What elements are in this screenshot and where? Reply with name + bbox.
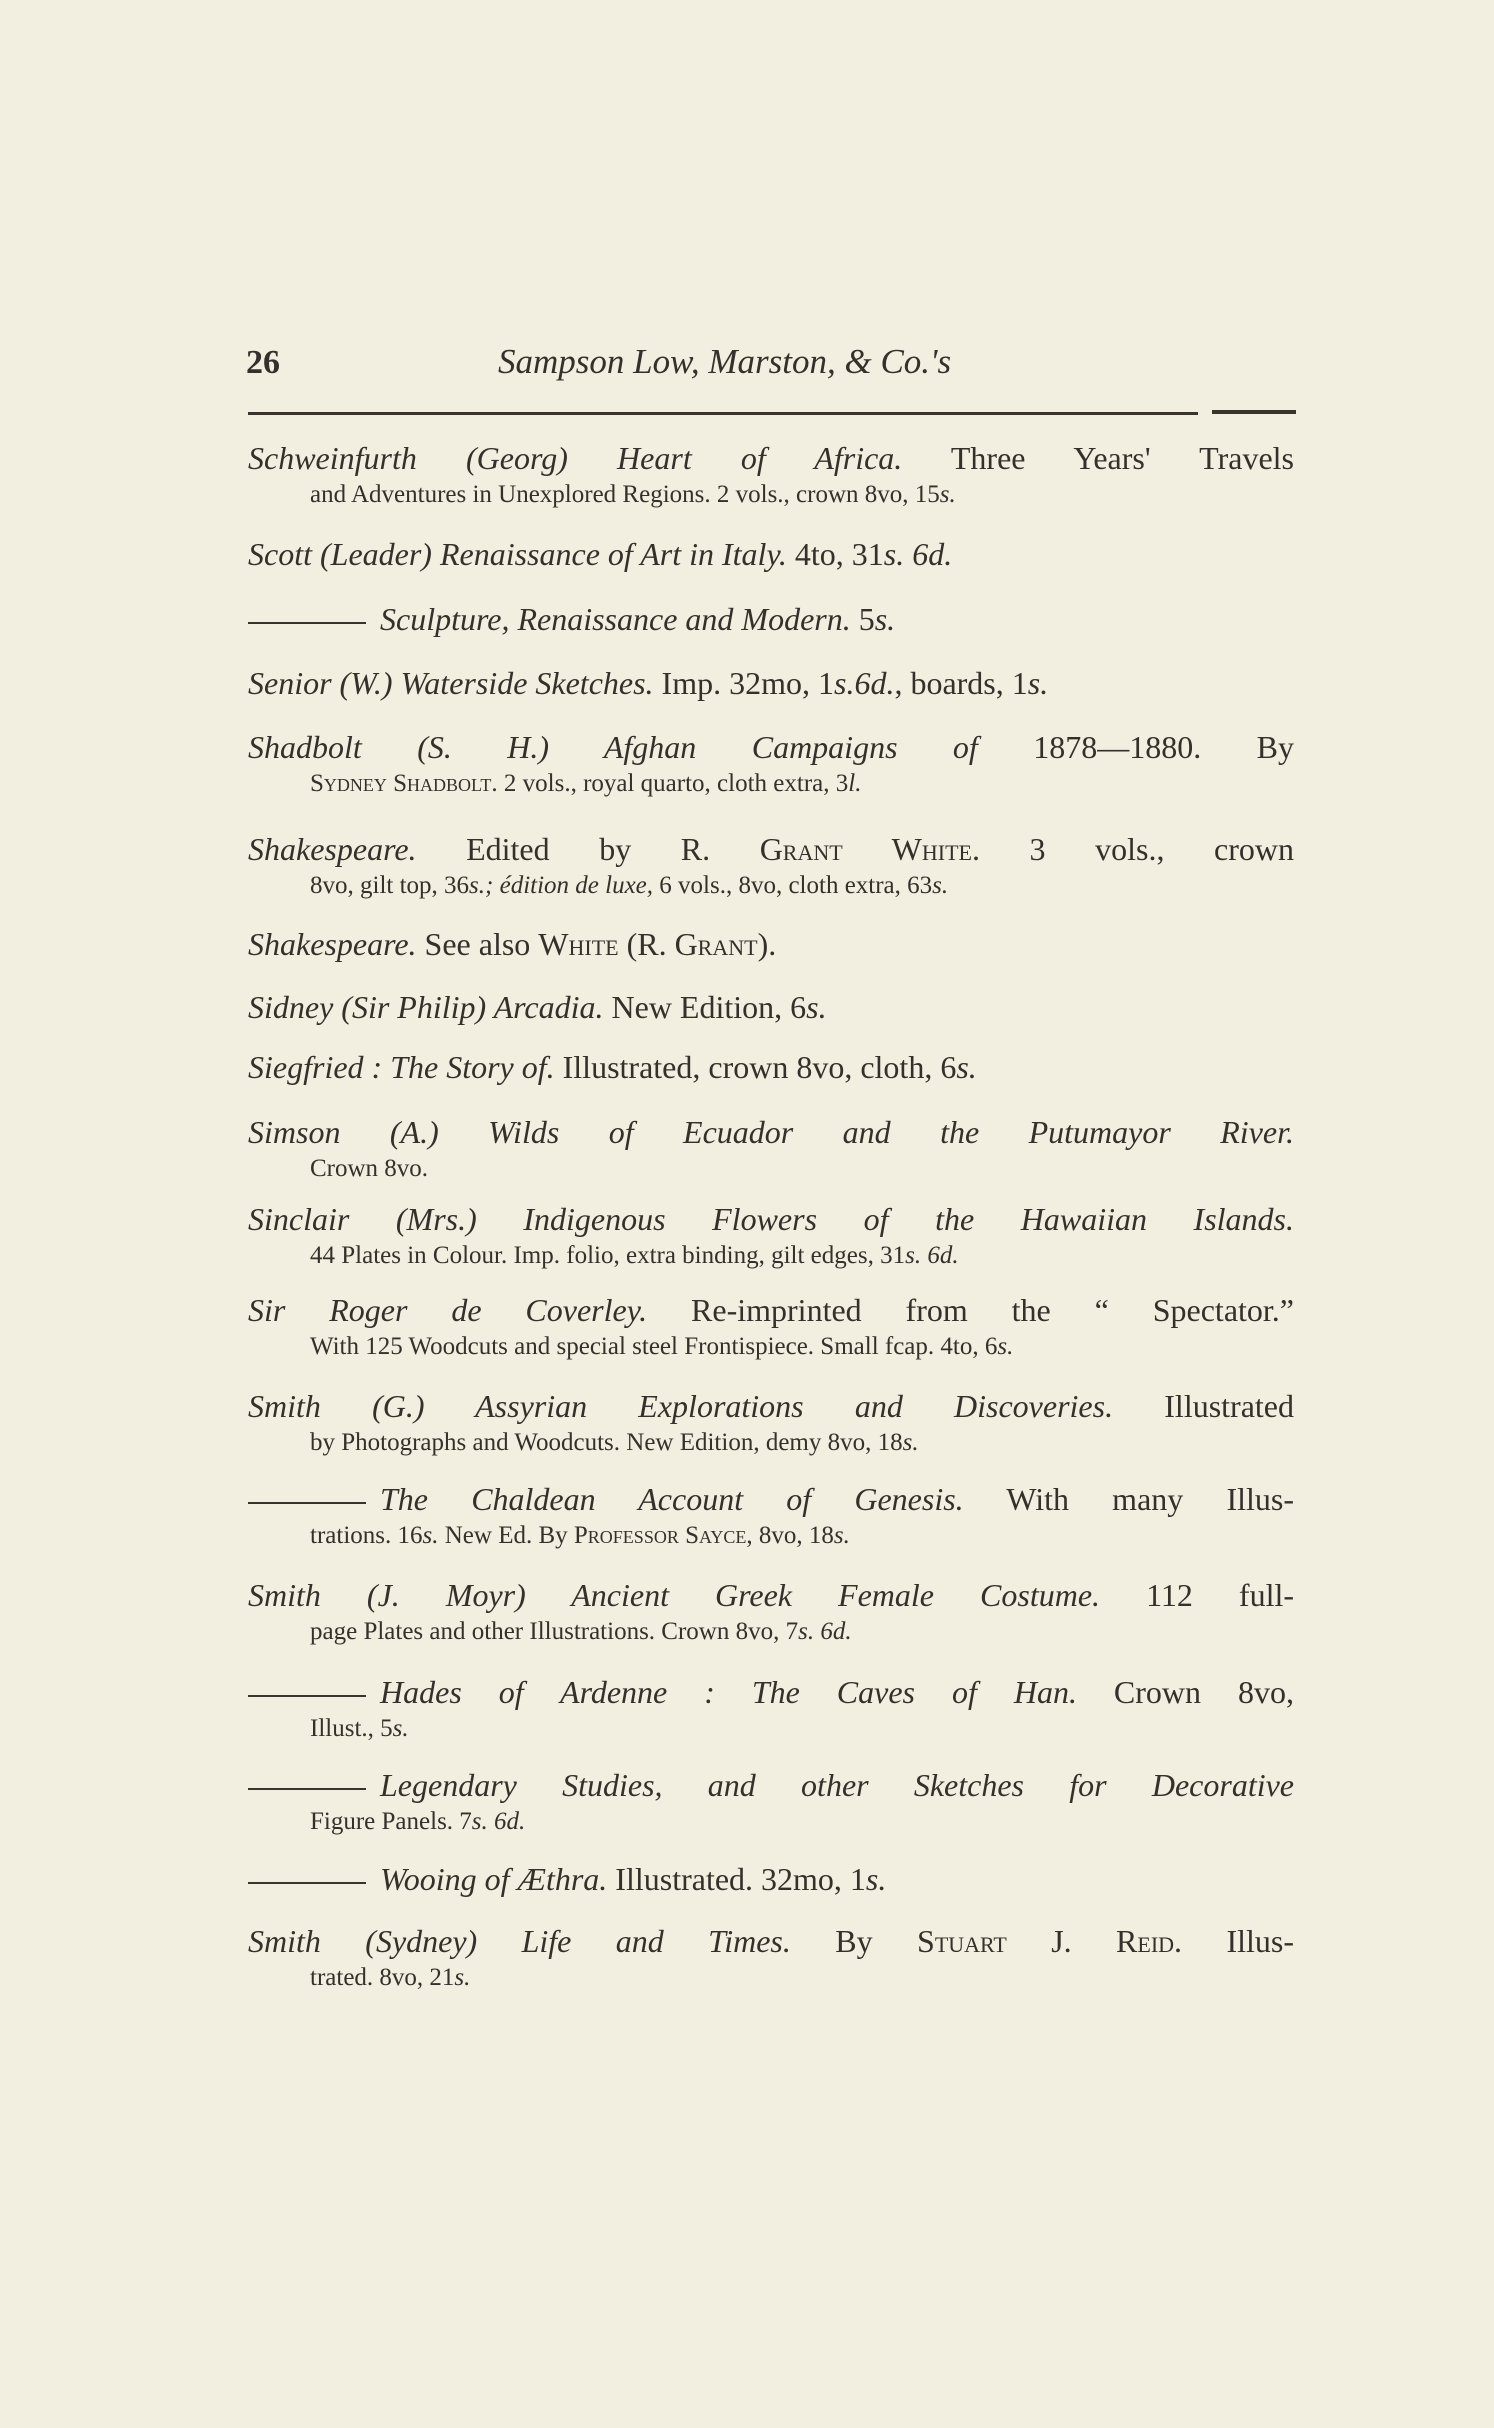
entry-text: s. (939, 481, 956, 508)
entry-text: Shakespeare. (248, 831, 417, 867)
catalogue-entry (248, 1113, 1294, 1185)
entry-text: By (790, 1923, 918, 1959)
entry-text: White (R. Grant). (538, 926, 777, 962)
catalogue-entry (248, 1860, 1294, 1898)
entry-text: s. (902, 1429, 919, 1456)
entry-text: s. (874, 601, 896, 637)
entry-text: s. (865, 1861, 887, 1897)
entry-text: The Chaldean Account of Genesis. (380, 1481, 964, 1517)
entry-text: Edited by R. (416, 831, 760, 867)
catalogue-entry (248, 664, 1294, 702)
entry-text: 6 vols., 8vo, cloth extra, 63 (653, 872, 933, 899)
entry-detail-line (248, 768, 1294, 800)
entry-text: With many Illus- (963, 1481, 1294, 1517)
entry-title-line (248, 1860, 1294, 1898)
entry-text: s. (932, 872, 949, 899)
entry-text: Senior (W.) Waterside Sketches. (248, 665, 654, 701)
entry-detail-line (248, 1427, 1294, 1459)
entry-text: Figure Panels. 7 (310, 1808, 472, 1835)
page-number: 26 (246, 344, 280, 381)
entry-text: s. 6d. (905, 1242, 959, 1269)
catalogue-entry (248, 988, 1294, 1026)
entry-detail-line (248, 1713, 1294, 1745)
entry-text: 3 vols., crown (979, 831, 1294, 867)
ditto-dash (248, 1695, 366, 1697)
catalogue-entry (248, 1673, 1294, 1745)
entry-text: s. (833, 1522, 850, 1549)
catalogue-entry (248, 925, 1294, 963)
entry-text: With 125 Woodcuts and special steel Frontispiece. Small fcap. 4to, 6 (310, 1333, 998, 1360)
catalogue-entry (248, 535, 1294, 573)
catalogue-entry (248, 1922, 1294, 1994)
entry-text: Sinclair (Mrs.) Indigenous Flowers of the Hawaiian Islands. (248, 1201, 1294, 1237)
entry-title-line (248, 664, 1294, 702)
entry-text: Grant White. (759, 831, 980, 867)
header-rule (248, 412, 1198, 415)
entry-text: s. (454, 1964, 471, 1991)
entry-text: Illust., 5 (310, 1715, 393, 1742)
catalogue-entry (248, 728, 1294, 800)
catalogue-entry (248, 830, 1294, 902)
entry-text: Re-imprinted from the “ Spectator.” (647, 1292, 1294, 1328)
entry-text: Sidney (Sir Philip) Arcadia. (248, 989, 604, 1025)
entry-text: Simson (A.) Wilds of Ecuador and the Putumayor River. (248, 1114, 1294, 1150)
ditto-dash (248, 1882, 366, 1884)
entry-title-line (248, 1200, 1294, 1238)
entry-text: Schweinfurth (Georg) Heart of Africa. (248, 440, 903, 476)
catalogue-entry (248, 1200, 1294, 1272)
entry-title-line (248, 1576, 1294, 1614)
entry-text: by Photographs and Woodcuts. New Edition, demy 8vo, 18 (310, 1429, 903, 1456)
entry-title-line (248, 600, 1294, 638)
catalogue-entry (248, 439, 1294, 511)
entry-title-line (248, 1480, 1294, 1518)
entry-text: 8vo, gilt top, 36 (310, 872, 470, 899)
entry-detail-line (248, 1806, 1294, 1838)
ditto-dash (248, 622, 366, 624)
entry-text: Shadbolt (S. H.) Afghan Campaigns of (248, 729, 978, 765)
entry-title-line (248, 988, 1294, 1026)
entry-text: Three Years' Travels (902, 440, 1294, 476)
entry-title-line (248, 1113, 1294, 1151)
entry-detail-line (248, 1616, 1294, 1648)
catalogue-entry (248, 1048, 1294, 1086)
entry-text: s. (392, 1715, 409, 1742)
entry-text: page Plates and other Illustrations. Crown 8vo, 7 (310, 1618, 799, 1645)
entry-text: Professor Sayce, (573, 1522, 753, 1549)
entry-text: Illustrated. 32mo, 1 (607, 1861, 866, 1897)
entry-text: Sydney Shadbolt. (310, 770, 498, 797)
entry-title-line (248, 1673, 1294, 1711)
entry-detail-line (248, 1153, 1294, 1185)
entry-text: Wooing of Æthra. (380, 1861, 608, 1897)
entry-text: Smith (Sydney) Life and Times. (248, 1923, 791, 1959)
entry-text: Crown 8vo, (1076, 1674, 1294, 1710)
entry-text: 1878—1880. By (977, 729, 1294, 765)
entry-detail-line (248, 1520, 1294, 1552)
entry-text: trations. 16 (310, 1522, 423, 1549)
catalogue-entry (248, 1291, 1294, 1363)
entry-title-line (248, 1387, 1294, 1425)
entry-text: Scott (Leader) Renaissance of Art in Italy. (248, 536, 787, 572)
entry-text: s.; édition de luxe, (469, 872, 654, 899)
ditto-dash (248, 1788, 366, 1790)
entry-text: l. (848, 770, 862, 797)
entry-text: 5 (850, 601, 875, 637)
entry-detail-line (248, 870, 1294, 902)
entry-text: , boards, 1 (894, 665, 1028, 701)
entry-text: 4to, 31 (786, 536, 884, 572)
entry-text: Hades of Ardenne : The Caves of Han. (380, 1674, 1077, 1710)
entry-text: s. (997, 1333, 1014, 1360)
running-head: Sampson Low, Marston, & Co.'s (498, 342, 952, 381)
entry-text: s. 6d. (883, 536, 953, 572)
entry-title-line (248, 1922, 1294, 1960)
entry-text: Imp. 32mo, 1 (653, 665, 834, 701)
entry-detail-line (248, 1240, 1294, 1272)
ditto-dash (248, 1502, 366, 1504)
catalogue-entry (248, 1766, 1294, 1838)
entry-detail-line (248, 1331, 1294, 1363)
entry-text: Crown 8vo. (310, 1155, 429, 1182)
entry-text: trated. 8vo, 21 (310, 1964, 455, 1991)
entry-text: Sculpture, Renaissance and Modern. (380, 601, 851, 637)
entry-text: s. 6d. (798, 1618, 852, 1645)
entry-text: s. (806, 989, 827, 1025)
entry-title-line (248, 1766, 1294, 1804)
entry-detail-line (248, 479, 1294, 511)
entry-detail-line (248, 1962, 1294, 1994)
catalogue-entry (248, 1480, 1294, 1552)
header-rule-end (1212, 410, 1296, 414)
entry-text: Sir Roger de Coverley. (248, 1292, 648, 1328)
entry-text: Legendary Studies, and other Sketches for Decorative (380, 1767, 1294, 1803)
entry-text: Illus- (1182, 1923, 1294, 1959)
entry-text: See also (416, 926, 539, 962)
entry-title-line (248, 728, 1294, 766)
entry-text: 112 full- (1100, 1577, 1294, 1613)
entry-text: 8vo, 18 (752, 1522, 834, 1549)
catalogue-entry (248, 1576, 1294, 1648)
entry-text: New Ed. By (438, 1522, 574, 1549)
entry-text: New Edition, 6 (603, 989, 807, 1025)
entry-text: s. (956, 1049, 977, 1085)
entry-text: Siegfried : The Story of. (248, 1049, 555, 1085)
entry-title-line (248, 439, 1294, 477)
entry-text: Stuart J. Reid. (917, 1923, 1183, 1959)
entry-text: s. (1027, 665, 1049, 701)
entry-text: s. (422, 1522, 439, 1549)
entry-text: 44 Plates in Colour. Imp. folio, extra binding, gilt edges, 31 (310, 1242, 906, 1269)
entry-text: 2 vols., royal quarto, cloth extra, 3 (497, 770, 849, 797)
catalogue-entry (248, 600, 1294, 638)
entry-text: s.6d. (833, 665, 895, 701)
catalogue-entry (248, 1387, 1294, 1459)
entry-title-line (248, 1048, 1294, 1086)
entry-text: s. 6d. (471, 1808, 526, 1835)
entry-text: Smith (G.) Assyrian Explorations and Discoveries. (248, 1388, 1114, 1424)
entry-title-line (248, 830, 1294, 868)
entry-title-line (248, 1291, 1294, 1329)
entry-text: Smith (J. Moyr) Ancient Greek Female Costume. (248, 1577, 1101, 1613)
entry-title-line (248, 925, 1294, 963)
entry-text: and Adventures in Unexplored Regions. 2 vols., crown 8vo, 15 (310, 481, 940, 508)
entry-text: Illustrated, crown 8vo, cloth, 6 (554, 1049, 957, 1085)
entry-text: Shakespeare. (248, 926, 417, 962)
entry-title-line (248, 535, 1294, 573)
entry-text: Illustrated (1113, 1388, 1294, 1424)
